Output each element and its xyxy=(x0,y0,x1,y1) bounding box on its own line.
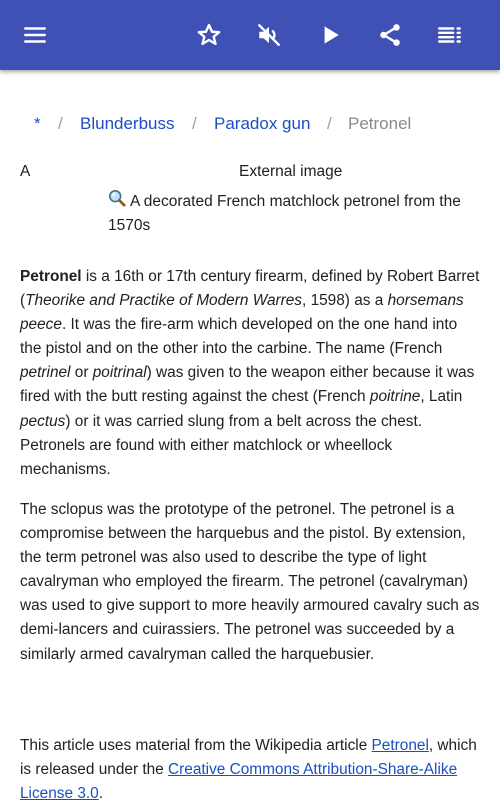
favorite-button[interactable] xyxy=(185,11,233,59)
volume-off-icon xyxy=(256,22,282,48)
breadcrumb-separator: / xyxy=(327,114,332,133)
caption-text: A decorated French matchlock petronel from the 1570s xyxy=(108,193,461,234)
text-run: is a 16th or 17th century firearm, defined by Robert Barret ( xyxy=(20,268,480,310)
breadcrumb-item-root[interactable]: * xyxy=(34,114,41,133)
mute-button[interactable] xyxy=(245,11,293,59)
breadcrumb-separator: / xyxy=(192,114,197,133)
text-run: , which is released under the xyxy=(20,737,477,779)
italic-run: horsemans peece xyxy=(20,292,464,334)
italic-run: pectus xyxy=(20,412,66,430)
star-icon xyxy=(196,22,222,48)
license-link[interactable]: Creative Commons Attribution-Share-Alike License 3.0 xyxy=(20,761,458,800)
italic-run: petrinel xyxy=(20,364,71,382)
contents-icon xyxy=(437,22,463,48)
breadcrumb-item-paradox-gun[interactable]: Paradox gun xyxy=(214,114,311,133)
external-image-caption xyxy=(108,189,468,238)
breadcrumb-item-current: Petronel xyxy=(348,114,412,133)
italic-run: poitrine xyxy=(369,388,421,406)
article-term: Petronel xyxy=(20,268,82,285)
external-image-title: External image xyxy=(239,163,343,180)
app-bar xyxy=(0,0,500,70)
contents-button[interactable] xyxy=(426,11,474,59)
license-paragraph xyxy=(20,734,482,800)
text-run: ) or it was carried slung from a belt across the chest. Petronels are found with either matchlock or wheellock mechanisms. xyxy=(20,412,423,478)
article-paragraph-1 xyxy=(20,265,482,482)
play-button[interactable] xyxy=(306,11,354,59)
breadcrumb-item-blunderbuss[interactable]: Blunderbuss xyxy=(80,114,175,133)
text-run: , 1598) as a xyxy=(302,292,388,310)
text-run: . xyxy=(98,785,104,800)
external-image-alt: A xyxy=(20,163,31,180)
text-run: or xyxy=(70,364,93,382)
text-run: This article uses material from the Wikipedia article xyxy=(20,737,372,754)
italic-run: poitrinal xyxy=(92,364,147,382)
share-icon xyxy=(377,22,403,48)
article-paragraph-2: The sclopus was the prototype of the petronel. The petronel is a compromise between the harquebus and the pistol. By extension, the term petronel was also used to describe the type of light cavalryman who employed the firearm. The petronel (cavalryman) was used to give support to more heavily armoured cavalry such as demi-lancers and cuirassiers. The petronel was succeeded by a similarly armed cavalryman called the harquebusier. xyxy=(20,501,480,663)
magnifier-icon[interactable] xyxy=(108,189,126,207)
breadcrumb-separator: / xyxy=(58,114,63,133)
italic-run: Theorike and Practike of Modern Warres xyxy=(25,292,303,310)
menu-button[interactable] xyxy=(11,11,59,59)
text-run: ) was given to the weapon either because it was fired with the butt resting against the chest (French xyxy=(20,364,475,406)
wikipedia-article-link[interactable]: Petronel xyxy=(371,737,429,754)
share-button[interactable] xyxy=(366,11,414,59)
text-run: , Latin xyxy=(420,388,463,406)
play-icon xyxy=(317,22,343,48)
menu-icon xyxy=(22,22,48,48)
text-run: . It was the fire-arm which developed on the one hand into the pistol and on the other into the carbine. The name (French xyxy=(20,316,458,358)
